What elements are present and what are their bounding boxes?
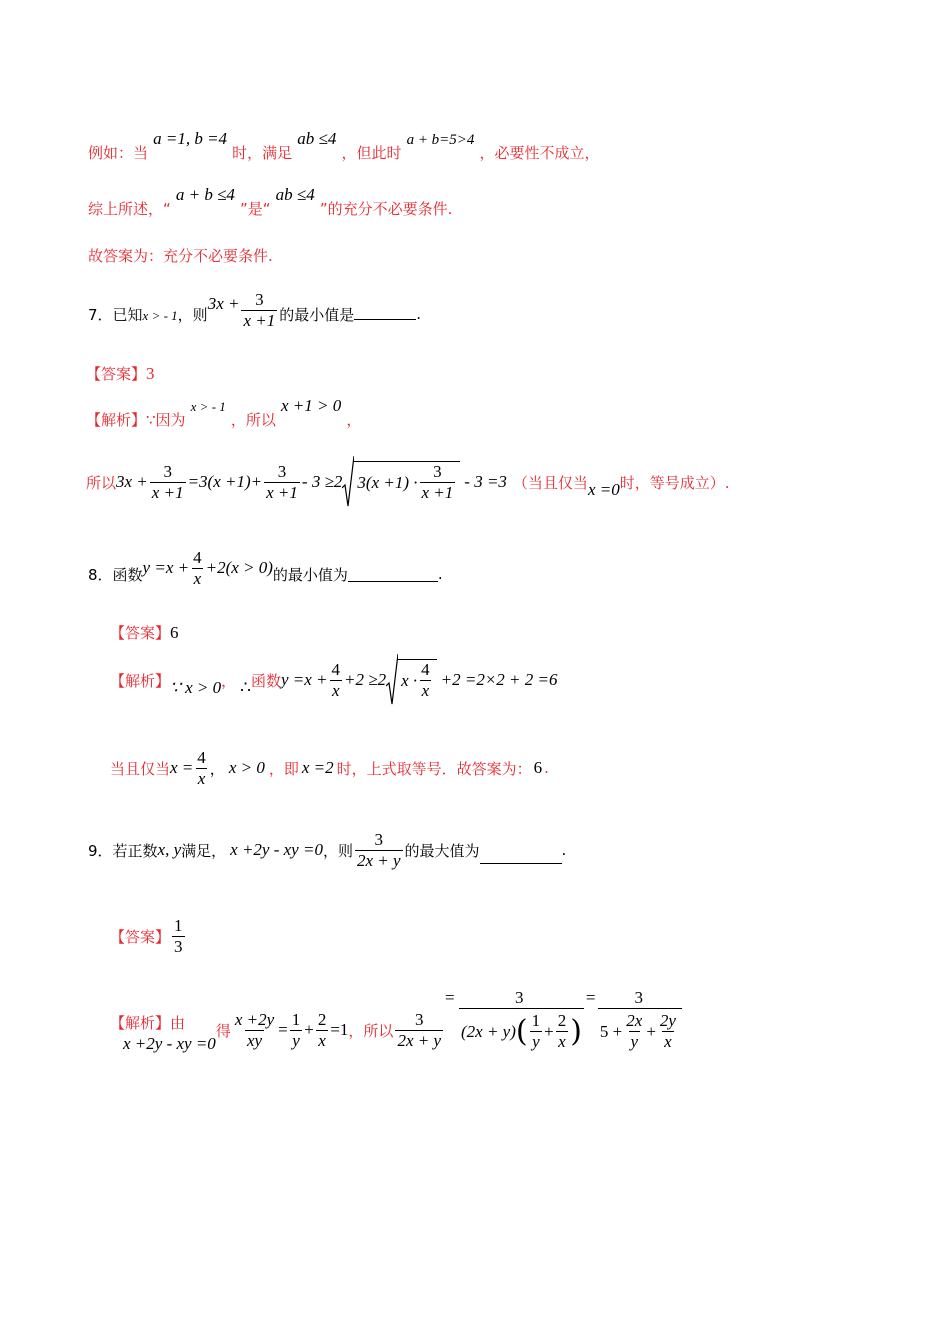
right-paren-icon: ) bbox=[570, 1013, 582, 1049]
s9-eq2: =1 bbox=[330, 1020, 349, 1039]
q8-end: . bbox=[437, 565, 443, 583]
analysis-8 bbox=[110, 650, 557, 710]
q9-frac-num: 3 bbox=[374, 829, 383, 849]
q7-label: 7．已知 bbox=[88, 305, 143, 324]
q7-expr: 3x + bbox=[207, 294, 240, 313]
example-suffix: ，必要性不成立， bbox=[479, 144, 600, 162]
s9-so: ，所以 bbox=[348, 1021, 394, 1040]
summary-mid: ”是“ bbox=[240, 200, 271, 218]
summary-suffix: ”的充分不必要条件. bbox=[319, 200, 453, 218]
s7-frac3-den: x +1 bbox=[421, 483, 454, 502]
example-mid2: ，但此时 bbox=[341, 144, 402, 162]
question-7 bbox=[88, 280, 421, 340]
a7-tag: 【答案】 bbox=[86, 365, 147, 383]
q9-frac-den: 2x + y bbox=[356, 850, 401, 870]
q8-label: 8．函数 bbox=[88, 565, 143, 584]
s9-f5d1: (2x + y) bbox=[461, 1021, 516, 1041]
a8-frac1-den: x bbox=[331, 680, 340, 700]
a8b-prefix: 当且仅当 bbox=[110, 759, 171, 778]
a7-value: 3 bbox=[146, 364, 155, 383]
s9-f6an: 2x bbox=[626, 1011, 643, 1030]
answer-conclusion: 故答案为：充分不必要条件. bbox=[88, 247, 273, 265]
summary-a: a + b ≤4 bbox=[175, 185, 235, 204]
s9-f3n: 2 bbox=[317, 1009, 327, 1029]
a8-value: 6 bbox=[170, 623, 179, 642]
s9-f6d1: 5 + bbox=[599, 1021, 623, 1041]
q8-ask: 的最小值为 bbox=[272, 565, 348, 584]
q7-blank bbox=[354, 305, 416, 320]
a8-s1: ∵ x > 0 bbox=[170, 678, 222, 697]
s7-frac2 bbox=[264, 462, 300, 503]
s9-f3d: x bbox=[318, 1030, 326, 1050]
s9-f4n: 3 bbox=[414, 1009, 424, 1029]
q7-then: ，则 bbox=[177, 305, 208, 324]
s7-frac2-num: 3 bbox=[277, 461, 287, 481]
a8b-gt: x > 0 bbox=[228, 758, 265, 777]
answer-8 bbox=[110, 622, 179, 643]
q7-end: . bbox=[416, 305, 422, 323]
left-paren-icon: ( bbox=[515, 1013, 528, 1049]
a8-frac1-num: 4 bbox=[331, 659, 341, 679]
s7-r1: 3(x +1) · bbox=[357, 472, 418, 492]
s7-frac1 bbox=[150, 462, 186, 503]
a8-jx: 【解析】 bbox=[110, 671, 171, 690]
a8-frac1 bbox=[330, 660, 343, 701]
s7-t4: - 3 =3 bbox=[464, 472, 507, 491]
s7-frac1-den: x +1 bbox=[151, 482, 184, 502]
example-prefix: 例如：当 bbox=[88, 144, 149, 162]
s7-frac3 bbox=[420, 462, 456, 503]
s9-frac1 bbox=[233, 1010, 276, 1051]
s9-f6plus: + bbox=[646, 1021, 656, 1041]
solution-7 bbox=[86, 452, 730, 512]
s9-frac2 bbox=[290, 1010, 303, 1051]
s7-eq: x =0 bbox=[587, 480, 620, 499]
a7-res: x +1 > 0 bbox=[280, 396, 342, 415]
s9-f6bd: x bbox=[664, 1032, 672, 1051]
s9-f5d2 bbox=[530, 1011, 543, 1052]
s9-f5d3n: 2 bbox=[557, 1011, 567, 1030]
a8b-end: . bbox=[544, 759, 549, 777]
s9-jx: 【解析】由 bbox=[110, 1013, 186, 1032]
q8-frac-den: x bbox=[193, 568, 202, 588]
a8-frac2 bbox=[419, 660, 432, 701]
q9-label: 9．若正数 bbox=[88, 841, 158, 860]
question-8 bbox=[88, 538, 443, 598]
sqrt-sign-icon bbox=[342, 456, 354, 508]
s7-frac1-num: 3 bbox=[163, 461, 172, 481]
s7-note1: （当且仅当 bbox=[512, 473, 588, 492]
s7-note2: 时，等号成立）. bbox=[619, 473, 730, 492]
a8b-m: ，即 bbox=[268, 759, 299, 778]
s9-f6-den bbox=[598, 1008, 682, 1052]
q7-frac-num: 3 bbox=[255, 289, 264, 309]
a8b-tail: 时，上式取等号．故答案为： bbox=[336, 759, 532, 778]
example-mid1: 时，满足 bbox=[232, 144, 293, 162]
a9-tag: 【答案】 bbox=[110, 927, 171, 946]
s9-f6-top bbox=[585, 988, 682, 1008]
q7-condition: x > - 1 bbox=[142, 308, 178, 323]
a8-e2: +2 ≥2 bbox=[344, 670, 387, 689]
analysis-7 bbox=[86, 395, 362, 429]
q7-fraction bbox=[241, 290, 277, 331]
a8-e3: +2 =2×2 + 2 =6 bbox=[440, 670, 558, 689]
s9-eq3: = bbox=[445, 988, 455, 1007]
s9-f5n: 3 bbox=[515, 988, 524, 1007]
s9-f1n: x +2y bbox=[234, 1009, 275, 1029]
a8-fn: 函数 bbox=[250, 671, 281, 690]
s7-frac2-den: x +1 bbox=[266, 482, 298, 502]
a8-s1c: ， bbox=[221, 671, 237, 690]
q8-fraction bbox=[191, 548, 204, 589]
s9-plus: + bbox=[304, 1020, 314, 1039]
example-condition: a =1, b =4 bbox=[153, 129, 228, 148]
s9-f1d: xy bbox=[246, 1030, 263, 1050]
s7-radicand bbox=[354, 461, 460, 503]
sqrt-sign-icon bbox=[386, 654, 398, 706]
s7-sqrt bbox=[342, 456, 460, 508]
a8b-frac-num: 4 bbox=[197, 747, 206, 767]
s9-f5d2n: 1 bbox=[531, 1011, 541, 1030]
a7-jx: 【解析】 bbox=[86, 411, 147, 429]
a8-sqrt bbox=[386, 654, 437, 706]
a8-radicand bbox=[398, 659, 437, 701]
example-sum: a + b=5>4 bbox=[406, 132, 475, 148]
a7-because: ∵因为 bbox=[146, 411, 186, 429]
s9-frac3 bbox=[316, 1010, 329, 1051]
summary-b: ab ≤4 bbox=[275, 185, 315, 204]
s9-frac4 bbox=[395, 1010, 443, 1051]
s9-eq4: = bbox=[585, 988, 596, 1007]
answer-7 bbox=[86, 363, 155, 384]
q9-fraction bbox=[355, 830, 403, 871]
s7-t2: =3(x +1)+ bbox=[187, 472, 263, 491]
s9-f2n: 1 bbox=[291, 1009, 301, 1029]
s7-t1: 3x + bbox=[116, 472, 148, 491]
summary-prefix: 综上所述，“ bbox=[88, 200, 171, 218]
q8-tail: +2(x > 0) bbox=[205, 558, 273, 577]
a8b-eq: x =2 bbox=[301, 758, 334, 777]
a8b-frac-den: x bbox=[197, 768, 206, 788]
s9-f2d: y bbox=[292, 1030, 300, 1050]
s9-frac6 bbox=[585, 988, 682, 1052]
q7-frac-den: x +1 bbox=[243, 310, 276, 330]
s9-f6n: 3 bbox=[634, 988, 643, 1007]
a8-e1: y =x + bbox=[280, 670, 328, 689]
s9-f6b bbox=[658, 1011, 678, 1052]
s9-f6a bbox=[624, 1011, 644, 1052]
q9-eq: x +2y - xy =0 bbox=[230, 840, 323, 859]
solution-9 bbox=[110, 985, 684, 1075]
a9-frac-num: 1 bbox=[174, 915, 183, 935]
q9-end: . bbox=[561, 841, 567, 859]
answer-9 bbox=[110, 906, 187, 966]
a8-frac2-den: x bbox=[421, 681, 430, 700]
s9-f5d3 bbox=[556, 1011, 569, 1052]
s9-de: 得 bbox=[215, 1021, 231, 1040]
s9-f6ad: y bbox=[630, 1032, 639, 1051]
s9-eq1: = bbox=[278, 1020, 288, 1039]
q9-blank bbox=[480, 849, 562, 864]
s9-f4d: 2x + y bbox=[397, 1030, 441, 1050]
a9-fraction bbox=[172, 916, 185, 957]
a8b-x: x = bbox=[170, 758, 194, 777]
a9-frac-den: 3 bbox=[174, 936, 183, 956]
s9-f5d3d: x bbox=[558, 1032, 566, 1051]
q7-tail: 的最小值是 bbox=[279, 305, 355, 324]
s7-prefix: 所以 bbox=[86, 473, 117, 492]
a7-so: ，所以 bbox=[230, 411, 276, 429]
a8b-comma: ， bbox=[209, 759, 225, 778]
s9-f5d2d: y bbox=[532, 1032, 540, 1051]
s9-f5-den bbox=[459, 1008, 584, 1052]
s9-f6bn: 2y bbox=[659, 1011, 676, 1030]
q8-frac-num: 4 bbox=[193, 547, 202, 567]
q9-ask: 的最大值为 bbox=[404, 841, 480, 860]
a8-tag: 【答案】 bbox=[110, 624, 171, 642]
q8-y: y =x + bbox=[142, 558, 190, 577]
a8-s2: ∴ bbox=[240, 678, 251, 697]
q9-m1: 满足， bbox=[181, 841, 227, 860]
question-9 bbox=[88, 820, 566, 880]
s9-eq: x +2y - xy =0 bbox=[123, 1034, 216, 1053]
a8-rx: x · bbox=[401, 670, 418, 690]
analysis-8-equality bbox=[110, 738, 549, 798]
q8-blank bbox=[348, 567, 438, 582]
s9-f5-top bbox=[445, 988, 584, 1008]
example-line bbox=[88, 128, 600, 162]
a8b-val: 6 bbox=[533, 758, 543, 777]
a7-cond: x > - 1 bbox=[190, 399, 226, 414]
s9-f5plus: + bbox=[544, 1021, 554, 1041]
s7-frac3-num: 3 bbox=[433, 462, 442, 481]
a8b-frac bbox=[195, 748, 208, 789]
example-inequality: ab ≤4 bbox=[297, 129, 337, 148]
a8-frac2-num: 4 bbox=[421, 660, 430, 679]
s9-frac5 bbox=[445, 988, 584, 1052]
a7-comma: ， bbox=[346, 411, 362, 429]
q9-vars: x, y bbox=[157, 840, 182, 859]
q9-m2: ，则 bbox=[322, 841, 353, 860]
summary-line bbox=[88, 184, 453, 218]
s7-t3: - 3 ≥2 bbox=[301, 472, 343, 491]
